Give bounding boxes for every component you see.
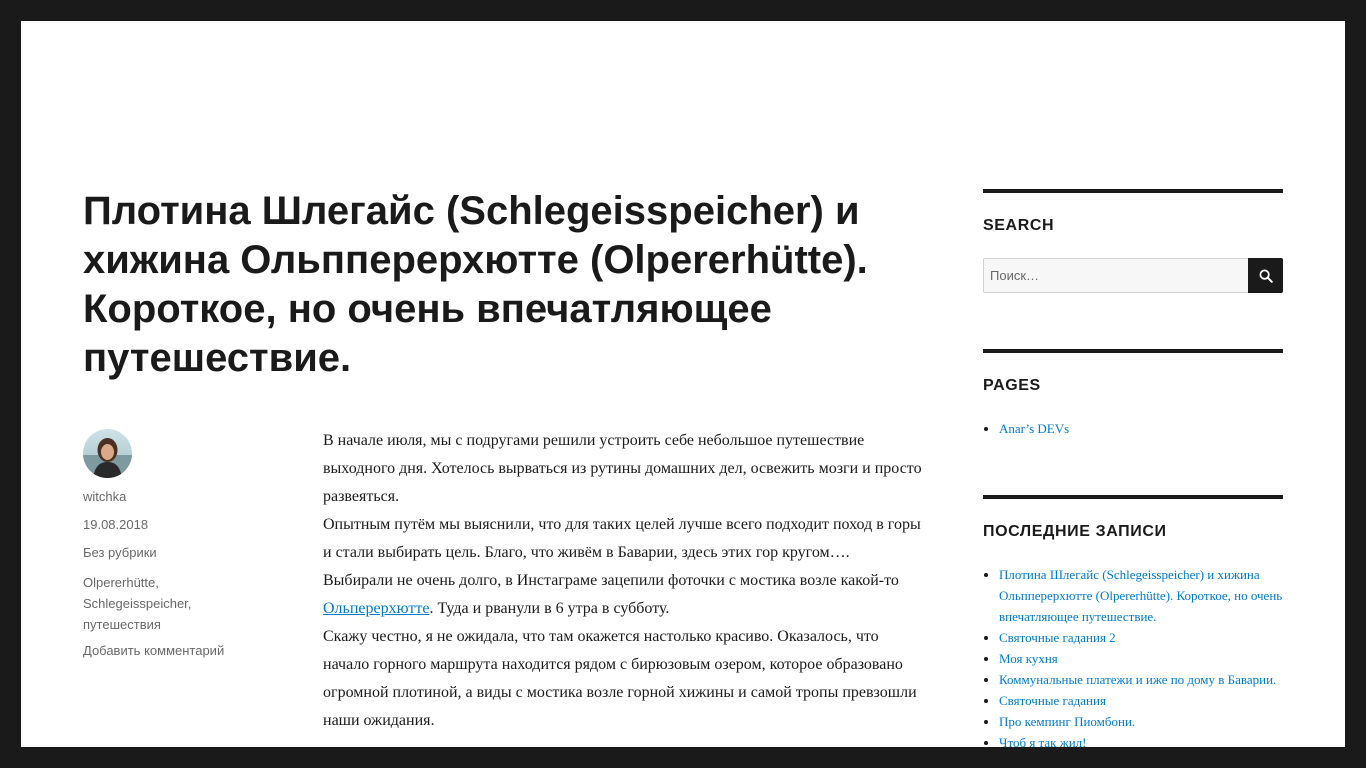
post-tags — [83, 572, 253, 635]
tag-link[interactable]: путешествия — [83, 617, 161, 632]
recent-post-link[interactable]: Святочные гадания — [999, 693, 1106, 708]
list-item — [999, 711, 1283, 732]
post-date[interactable]: 19.08.2018 — [83, 517, 149, 532]
author-avatar[interactable] — [83, 429, 132, 478]
list-item — [999, 669, 1283, 690]
paragraph-text: Выбирали не очень долго, в Инстаграме зацепили фоточки с мостика возле какой-то — [323, 572, 899, 589]
avatar-image — [83, 429, 132, 478]
pages-widget — [983, 349, 1283, 439]
search-input[interactable] — [983, 258, 1248, 293]
page-link[interactable]: Anar’s DEVs — [999, 421, 1070, 436]
recent-post-link[interactable]: Коммунальные платежи и иже по дому в Баварии. — [999, 672, 1277, 687]
sidebar — [983, 189, 1283, 747]
search-form — [983, 258, 1283, 293]
list-item — [999, 648, 1283, 669]
post-paragraph: В начале июля, мы с подругами решили устроить себе небольшое путешествие выходного дня. Хотелось вырваться из рутины домашних дел, освежить мозги и просто развеяться. — [323, 432, 922, 505]
tag-link[interactable]: Olpererhütte, — [83, 575, 159, 590]
search-button[interactable] — [1248, 258, 1283, 293]
post-paragraph — [323, 567, 923, 623]
list-item — [999, 564, 1283, 627]
recent-post-link[interactable]: Святочные гадания 2 — [999, 630, 1116, 645]
widget-title: PAGES — [983, 377, 1041, 394]
post-category[interactable]: Без рубрики — [83, 545, 157, 560]
recent-posts-widget — [983, 495, 1283, 747]
widget-title: SEARCH — [983, 217, 1055, 234]
page — [21, 21, 1345, 747]
tag-link[interactable]: Schlegeisspeicher, — [83, 596, 192, 611]
list-item — [999, 418, 1283, 439]
comments-link[interactable]: Добавить комментарий — [83, 643, 225, 658]
olpererhutte-link[interactable]: Ольперерхютте — [323, 600, 430, 617]
post-author[interactable]: witchka — [83, 489, 127, 504]
pages-list — [983, 418, 1283, 439]
search-widget — [983, 189, 1283, 293]
search-icon — [1259, 269, 1273, 283]
list-item — [999, 732, 1283, 747]
recent-post-link[interactable]: Про кемпинг Пиомбони. — [999, 714, 1136, 729]
widget-title: ПОСЛЕДНИЕ ЗАПИСИ — [983, 523, 1167, 540]
list-item — [999, 627, 1283, 648]
list-item — [999, 690, 1283, 711]
recent-post-link[interactable]: Моя кухня — [999, 651, 1058, 666]
post-meta — [83, 429, 253, 660]
recent-posts-list — [983, 564, 1283, 747]
post-content — [323, 427, 923, 735]
recent-post-link[interactable]: Плотина Шлегайс (Schlegeisspeicher) и хижина Ольпперерхютте (Olpererhütte). Короткое, но очень впечатляющее путешествие. — [999, 567, 1283, 624]
post-title: Плотина Шлегайс (Schlegeisspeicher) и хижина Ольпперерхютте (Olpererhütte). Короткое, но очень впечатляющее путешествие. — [83, 189, 868, 380]
post-paragraph: Скажу честно, я не ожидала, что там окажется настолько красиво. Оказалось, что начало горного маршрута находится рядом с бирюзовым озером, которое образовано огромной плотиной, а виды с мостика возле горной хижины и самой тропы превзошли наши ожидания. — [323, 628, 917, 729]
post-paragraph: Опытным путём мы выяснили, что для таких целей лучше всего подходит поход в горы и стали выбирать цель. Благо, что живём в Баварии, здесь этих гор кругом…. — [323, 516, 921, 561]
paragraph-text: . Туда и рванули в 6 утра в субботу. — [429, 600, 670, 617]
recent-post-link[interactable]: Чтоб я так жил! — [999, 735, 1087, 747]
